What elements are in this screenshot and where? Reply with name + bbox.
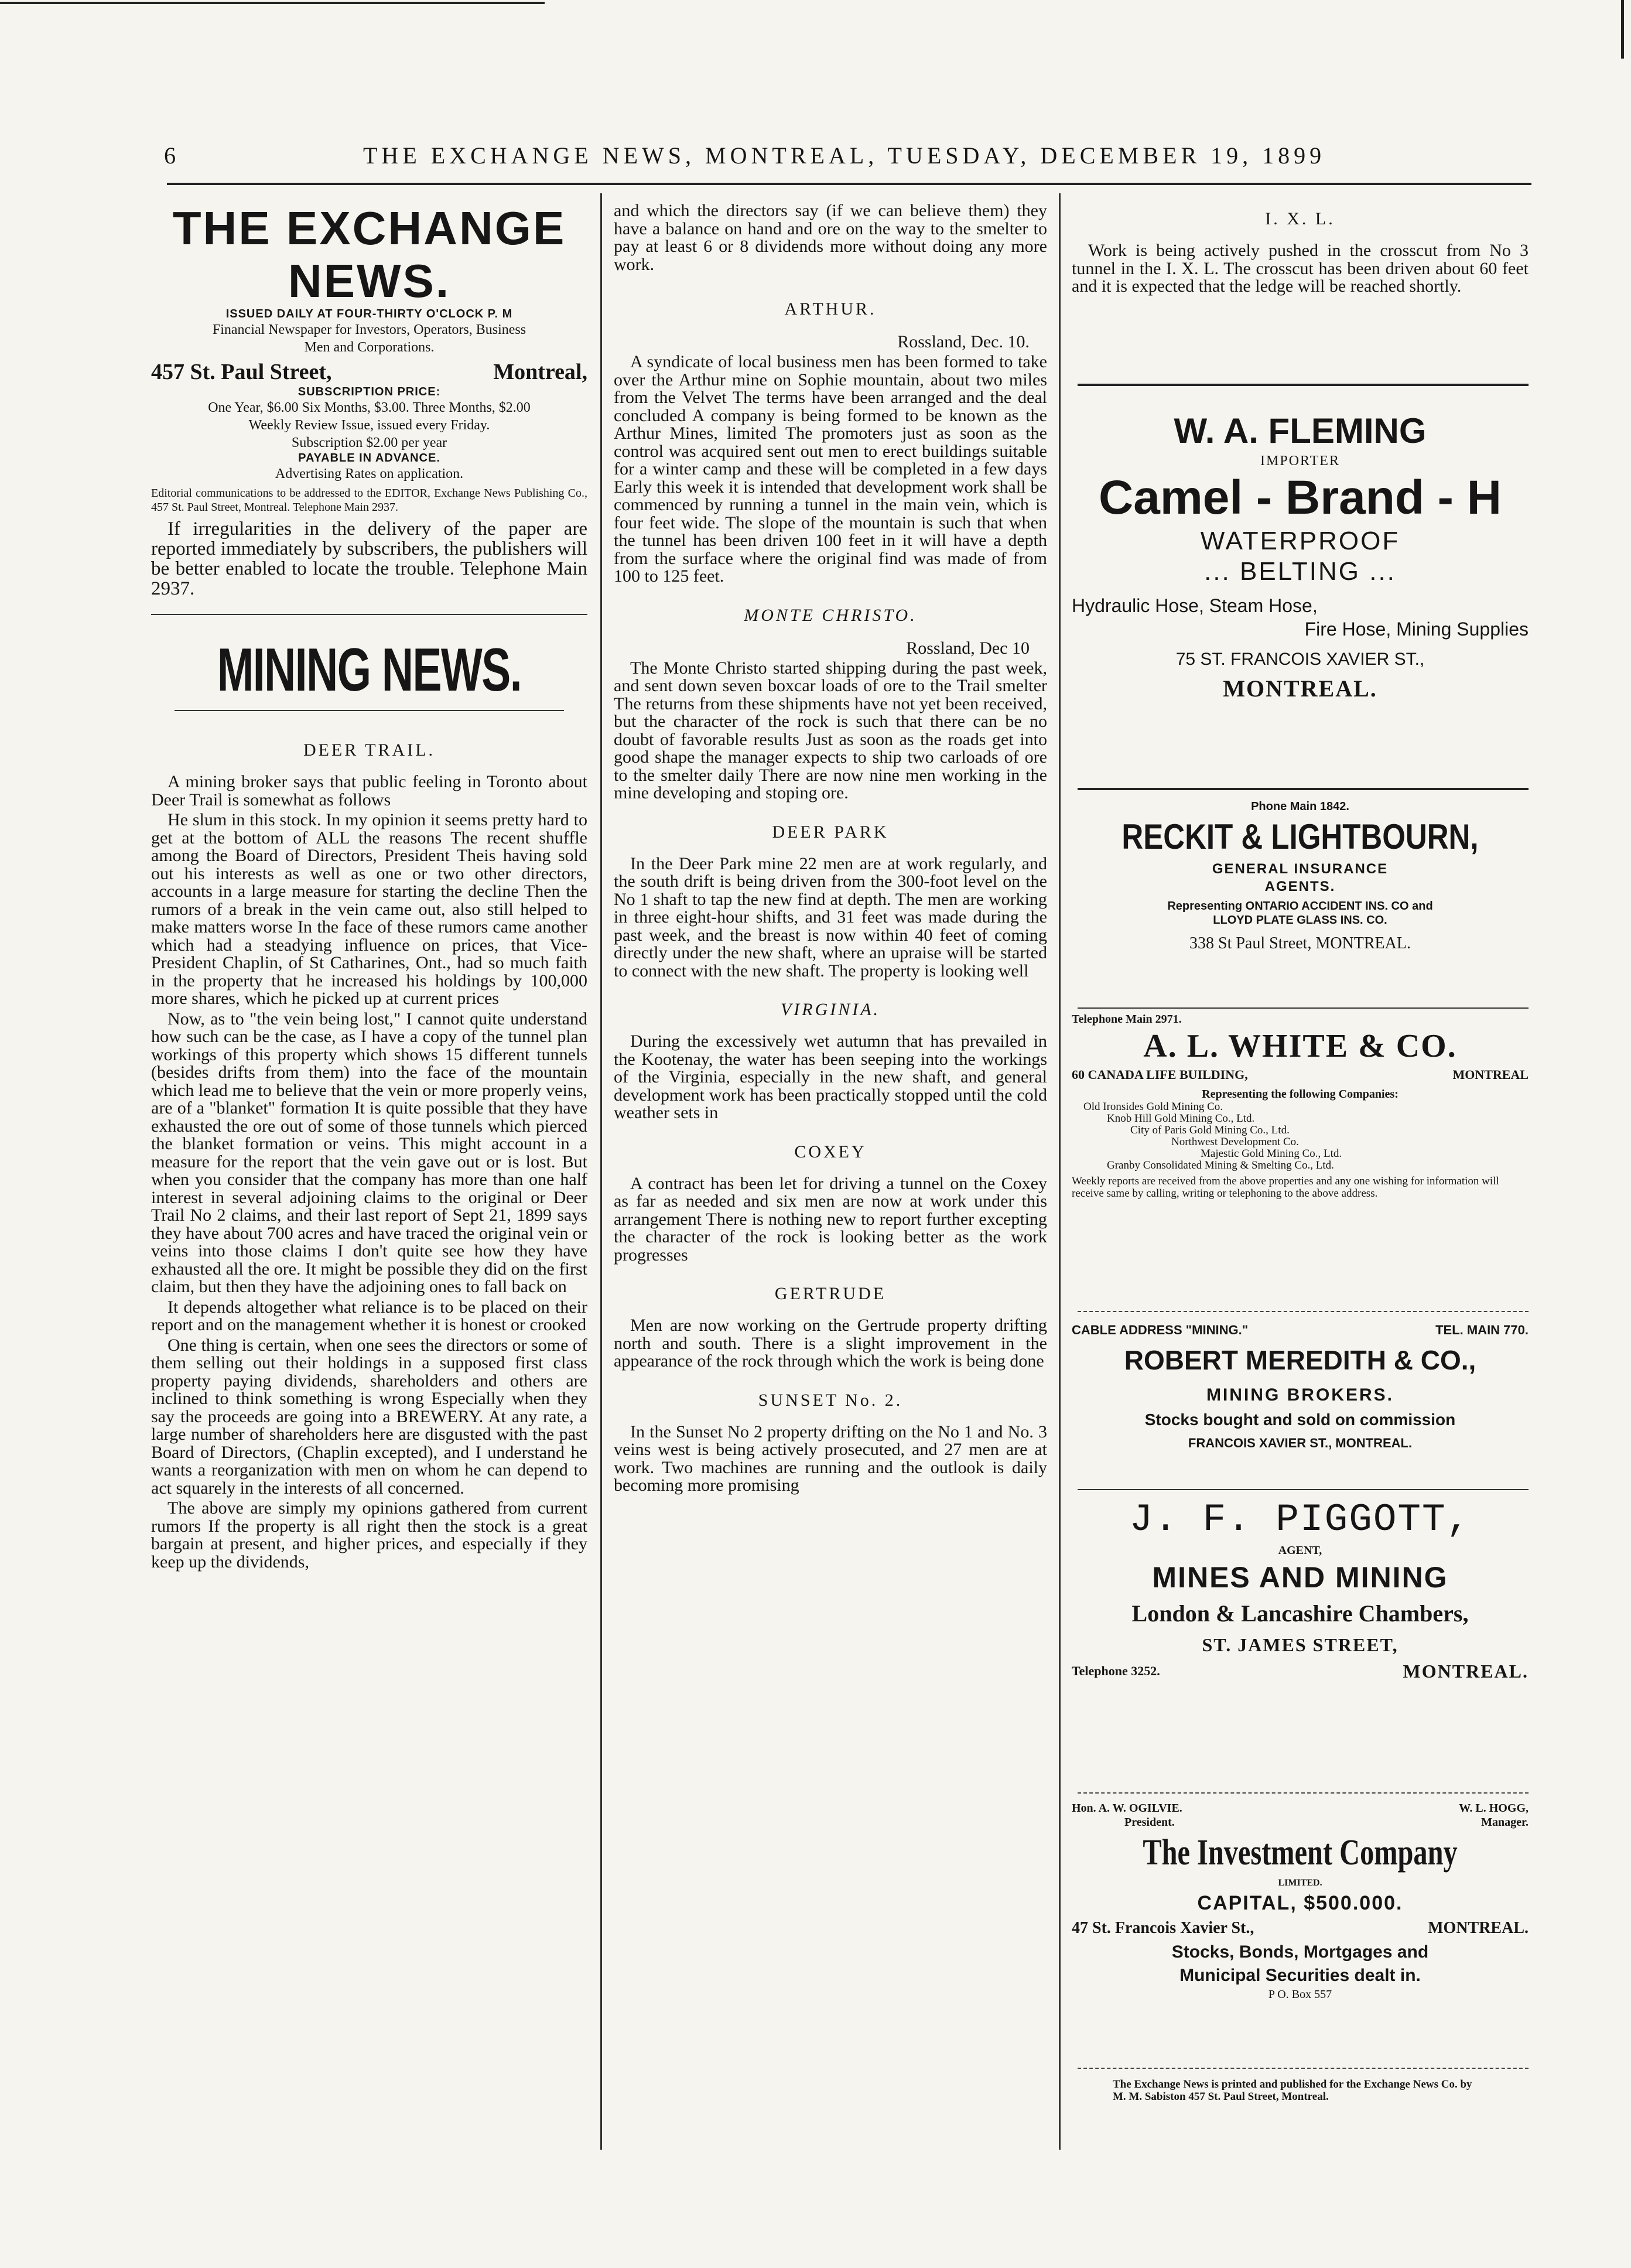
column-1: [151, 202, 587, 1573]
reckit-address: 338 St Paul Street, MONTREAL.: [1189, 934, 1411, 952]
meredith-line: Stocks bought and sold on commission: [1144, 1410, 1456, 1429]
masthead-title: THE EXCHANGE NEWS.: [172, 202, 566, 307]
weekly-review-2: Subscription $2.00 per year: [291, 435, 447, 450]
white-name: A. L. WHITE & CO.: [1143, 1028, 1457, 1064]
investment-line-1: Stocks, Bonds, Mortgages and: [1171, 1942, 1429, 1962]
payable-in-advance: PAYABLE IN ADVANCE.: [298, 452, 440, 464]
ad-divider-3: [1078, 1007, 1529, 1009]
masthead-audience-2: Men and Corporations.: [304, 340, 435, 355]
deer-trail-title: DEER TRAIL.: [303, 740, 436, 760]
sunset-title: SUNSET No. 2.: [758, 1390, 903, 1410]
meredith-role: MINING BROKERS.: [1206, 1385, 1394, 1405]
investment-manager-role: Manager.: [1481, 1816, 1529, 1829]
reckit-phone: Phone Main 1842.: [1251, 800, 1349, 813]
masthead-address-row: [151, 358, 587, 385]
top-edge-rule: [0, 2, 545, 4]
piggott-business: MINES AND MINING: [1152, 1561, 1448, 1594]
investment-president: [1072, 1801, 1182, 1829]
white-company: Northwest Development Co.: [1171, 1136, 1299, 1148]
meredith-tel: TEL. MAIN 770.: [1435, 1323, 1529, 1337]
editorial-note: Editorial communications to be addressed to the EDITOR, Exchange News Publishing Co., 457 St. Paul Street, Montreal. Telephone Main 2937.: [151, 487, 587, 514]
imprint-note: The Exchange News is printed and published for the Exchange News Co. by M. M. Sabiston 457 St. Paul Street, Montreal.: [1113, 2078, 1472, 2103]
ixl-title: I. X. L.: [1265, 209, 1335, 228]
investment-president-role: President.: [1124, 1816, 1175, 1829]
piggott-chambers: London & Lancashire Chambers,: [1131, 1600, 1469, 1627]
white-company: Granby Consolidated Mining & Smelting Co., Ltd.: [1107, 1159, 1334, 1171]
piggott-name: J. F. PIGGOTT,: [1129, 1498, 1471, 1542]
deer-trail-p3: Now, as to "the vein being lost," I cannot quite understand how such can be the case, as I have a copy of the tunnel plan workings of this property which shows 15 different tunnels (besides drifts from them) into the face of the mountain which lead me to believe that the vein or more properly veins, are of a "blanket" formation It is quite possible that they have exhausted the ore out of some of those tunnels which pierced the blanket formation or veins. This might account in a measure for the report that the vein gave out or is lost. But when you consider that the company has more than one half interest in several adjoining claims to the original or Deer Trail No 2 claims, and their last report of Sept 21, 1899 says they have about 700 acres and have traced the original vein or veins into those claims I don't quite see how they have exhausted all the ore. It might be possible they did on the first claim, but then they have the adjoining ones to fall back on: [151, 1009, 587, 1296]
deer-park-title: DEER PARK: [772, 822, 889, 842]
fleming-name: W. A. FLEMING: [1174, 411, 1427, 450]
monte-christo-title: MONTE CHRISTO.: [744, 605, 917, 625]
masthead-address: 457 St. Paul Street,: [151, 360, 332, 384]
investment-name: The Investment Company: [1143, 1833, 1458, 1873]
fleming-address: 75 ST. FRANCOIS XAVIER ST.,: [1175, 650, 1425, 669]
reckit-name: RECKIT & LIGHTBOURN,: [1121, 817, 1479, 856]
deer-trail-p4: It depends altogether what reliance is to be placed on their report and on the management whether it is honest or crooked: [151, 1297, 587, 1334]
imprint-divider: [1078, 2068, 1529, 2069]
monte-christo-text: The Monte Christo started shipping during the past week, and sent down seven boxcar loads of ore to the Trail smelter The returns from these shipments have not yet been received, but the character of the rock is such that there can be no doubt of favorable results Just as soon as the roads get into good shape the manager expects to ship two carloads of ore to the smelter daily There are now nine men working in the mine developing and stoping ore.: [614, 658, 1047, 802]
irregularities-notice: [151, 519, 587, 599]
white-address: 60 CANADA LIFE BUILDING,: [1072, 1067, 1248, 1082]
gertrude-text: Men are now working on the Gertrude property drifting north and south. There is a slight improvement in the appearance of the rock through which the work is being done: [614, 1316, 1047, 1371]
fleming-brand: Camel - Brand - H: [1099, 471, 1502, 524]
ixl-text: Work is being actively pushed in the crosscut from No 3 tunnel in the I. X. L. The crosscut has been driven about 60 feet and it is expected that the ledge will be reached shortly.: [1072, 241, 1529, 296]
white-company: Knob Hill Gold Mining Co., Ltd.: [1107, 1112, 1255, 1125]
fleming-city: MONTREAL.: [1223, 675, 1377, 702]
reckit-business-1: GENERAL INSURANCE: [1212, 861, 1389, 877]
investment-address: 47 St. Francois Xavier St.,: [1072, 1919, 1254, 1937]
mining-news-heading: MINING NEWS.: [217, 636, 522, 704]
investment-manager-name: W. L. HOGG,: [1459, 1802, 1529, 1815]
arthur-dateline: Rossland, Dec. 10.: [897, 332, 1030, 351]
meredith-name: ROBERT MEREDITH & CO.,: [1124, 1345, 1476, 1375]
deer-trail-p1: A mining broker says that public feeling in Toronto about Deer Trail is somewhat as follows: [151, 772, 587, 809]
coxey-text: A contract has been let for driving a tunnel on the Coxey as far as needed and six men are now at work under this arrangement There is nothing new to report further excepting the character of the rock is looking better as the work progresses: [614, 1173, 1047, 1265]
reckit-rep-1: Representing ONTARIO ACCIDENT INS. CO and: [1167, 900, 1433, 913]
deer-trail-p2: He slum in this stock. In my opinion it seems pretty hard to get at the bottom of ALL the reasons The recent shuffle among the Board of Directors, President Theis having sold out his interests as well as one or two other directors, accounts in a large measure for starting the decline Then the rumors of a break in the vein came out, also still helped to make matters worse In the face of these rumors came another which had a steadying influence on prices, that Vice-President Chaplin, of St Catharines, Ont., had so much faith in the property that he increased his holdings by 100,000 more shares, which he picked up at current prices: [151, 810, 587, 1008]
meredith-cable: CABLE ADDRESS "MINING.": [1072, 1323, 1249, 1337]
gertrude-title: GERTRUDE: [774, 1284, 887, 1303]
fleming-line-1: Hydraulic Hose, Steam Hose,: [1072, 595, 1318, 616]
virginia-text: During the excessively wet autumn that has prevailed in the Kootenay, the water has been seeping into the workings of the Virginia, especially in the new shaft, and general development work has been practically stopped until the cold weather sets in: [614, 1031, 1047, 1122]
deer-trail-p5: One thing is certain, when one sees the directors or some of them selling out their holdings in a supposed first class property paying dividends, shareholders and others are inclined to think something is wrong Especially when they say the proceeds are going into a BREWERY. At any rate, a large number of shareholders here are disgusted with the past Board of Directors, (Chaplin excepted), and I understand he wants a reorganization with men on whom he can depend to act squarely in the interests of all concerned.: [151, 1335, 587, 1498]
white-company: City of Paris Gold Mining Co., Ltd.: [1130, 1124, 1290, 1136]
meredith-cable-row: [1072, 1323, 1529, 1338]
white-address-row: [1072, 1066, 1529, 1084]
deer-trail-continued: and which the directors say (if we can believe them) they have a balance on hand and ore on the way to the smelter to pay at least 6 or 8 dividends more without doing any more work.: [614, 201, 1047, 274]
piggott-contact-row: [1072, 1659, 1529, 1683]
column-3: [1072, 202, 1529, 298]
piggott-telephone: Telephone 3252.: [1072, 1664, 1160, 1678]
fleming-role: IMPORTER: [1260, 453, 1340, 469]
ad-divider-2: [1078, 788, 1529, 790]
white-phone: Telephone Main 2971.: [1072, 1013, 1182, 1026]
subscription-prices: One Year, $6.00 Six Months, $3.00. Three Months, $2.00: [208, 400, 531, 415]
investment-limited: LIMITED.: [1278, 1878, 1322, 1888]
fleming-product-2: ... BELTING ...: [1204, 557, 1396, 586]
piggott-ad: [1072, 1497, 1529, 1683]
white-city: MONTREAL: [1452, 1067, 1529, 1082]
right-edge-mark: [1621, 0, 1624, 59]
advertising-rates: Advertising Rates on application.: [275, 466, 464, 481]
investment-city: MONTREAL.: [1428, 1919, 1529, 1937]
investment-address-row: [1072, 1916, 1529, 1941]
white-company: Majestic Gold Mining Co., Ltd.: [1201, 1147, 1342, 1160]
mining-head-rule: [175, 710, 564, 711]
deer-park-text: In the Deer Park mine 22 men are at work regularly, and the south drift is being driven from the 300-foot level on the No 1 shaft to tap the new find at depth. The men are working in three eight-hour shifts, and 31 feet was made during the past week, and the breast is now within 40 feet of coming directly under the new shaft, where an upraise will be started to connect with the new shaft. The property is looking well: [614, 853, 1047, 981]
header-rule: [167, 183, 1531, 185]
investment-box: P O. Box 557: [1268, 1988, 1332, 2001]
monte-christo-dateline: Rossland, Dec 10: [906, 638, 1030, 658]
running-header: THE EXCHANGE NEWS, MONTREAL, TUESDAY, DECEMBER 19, 1899: [363, 142, 1326, 169]
fleming-line-2: Fire Hose, Mining Supplies: [1304, 619, 1529, 640]
piggott-city: MONTREAL.: [1403, 1661, 1529, 1682]
investment-manager: [1459, 1801, 1529, 1829]
virginia-title: VIRGINIA.: [780, 1000, 881, 1019]
investment-capital: CAPITAL, $500.000.: [1197, 1892, 1403, 1914]
white-weekly-note: Weekly reports are received from the above properties and any one wishing for information will receive same by calling, writing or telephoning to the above address.: [1072, 1175, 1499, 1200]
column-rule-2: [1059, 193, 1061, 2150]
piggott-role: AGENT,: [1278, 1544, 1322, 1557]
subscription-heading: SUBSCRIPTION PRICE:: [298, 385, 441, 398]
masthead-rule: [151, 614, 587, 615]
ad-divider-4: [1078, 1311, 1529, 1312]
reckit-ad: [1072, 800, 1529, 957]
meredith-ad: [1072, 1323, 1529, 1455]
ad-divider-5: [1078, 1489, 1529, 1490]
investment-ad: [1072, 1801, 1529, 2001]
column-2: [614, 202, 1047, 1497]
coxey-title: COXEY: [794, 1142, 867, 1162]
white-company-list: [1072, 1101, 1529, 1171]
arthur-title: ARTHUR.: [784, 299, 877, 319]
reckit-business-2: AGENTS.: [1264, 879, 1336, 894]
page-number: 6: [164, 142, 176, 169]
masthead-audience-1: Financial Newspaper for Investors, Operators, Business: [212, 322, 526, 337]
deer-trail-p6: The above are simply my opinions gathered from current rumors If the property is all right then the stock is a great bargain at present, and higher prices, and especially if they keep up the dividends,: [151, 1498, 587, 1572]
sunset-text: In the Sunset No 2 property drifting on the No 1 and No. 3 veins west is being actively prosecuted, and 27 men are at work. Two machines are running and the outlook is daily becoming more promising: [614, 1422, 1047, 1495]
reckit-rep-2: LLOYD PLATE GLASS INS. CO.: [1213, 914, 1387, 927]
arthur-text: A syndicate of local business men has been formed to take over the Arthur mine on Sophie mountain, about two miles from the Velvet The terms have been arranged and the deal concluded A company is being formed to be known as the Arthur Mines, limited The promoters just as soon as the control was acquired sent out men to erect buildings suitable for a winter camp and these will be completed in a few days Early this week it is intended that development work shall be commenced by running a tunnel in the main vein, which is four feet wide. The slope of the mountain is such that when the tunnel has been driven 100 feet in it will have a depth from the surface where the original find was made of from 100 to 125 feet.: [614, 352, 1047, 586]
investment-officers-row: [1072, 1801, 1529, 1829]
fleming-product-1: WATERPROOF: [1200, 527, 1400, 555]
column-rule-1: [600, 193, 602, 2150]
irregularities-text: If irregularities in the delivery of the paper are reported immediately by subscribers, the publishers will be better enabled to locate the trouble. Telephone Main 2937.: [151, 518, 587, 599]
investment-line-2: Municipal Securities dealt in.: [1179, 1966, 1421, 1985]
white-ad: [1072, 1012, 1529, 1200]
meredith-address: FRANCOIS XAVIER ST., MONTREAL.: [1188, 1436, 1413, 1450]
ad-divider-1: [1078, 384, 1529, 386]
weekly-review-1: Weekly Review Issue, issued every Friday.: [248, 418, 490, 433]
fleming-ad: [1072, 410, 1529, 705]
ad-divider-6: [1078, 1792, 1529, 1794]
investment-president-name: Hon. A. W. OGILVIE.: [1072, 1802, 1182, 1815]
white-representing: Representing the following Companies:: [1202, 1088, 1399, 1101]
masthead-city: Montreal,: [493, 360, 587, 384]
white-company: Old Ironsides Gold Mining Co.: [1083, 1101, 1223, 1113]
piggott-street: ST. JAMES STREET,: [1202, 1634, 1399, 1655]
masthead-issued: ISSUED DAILY AT FOUR-THIRTY O'CLOCK P. M: [225, 308, 513, 320]
